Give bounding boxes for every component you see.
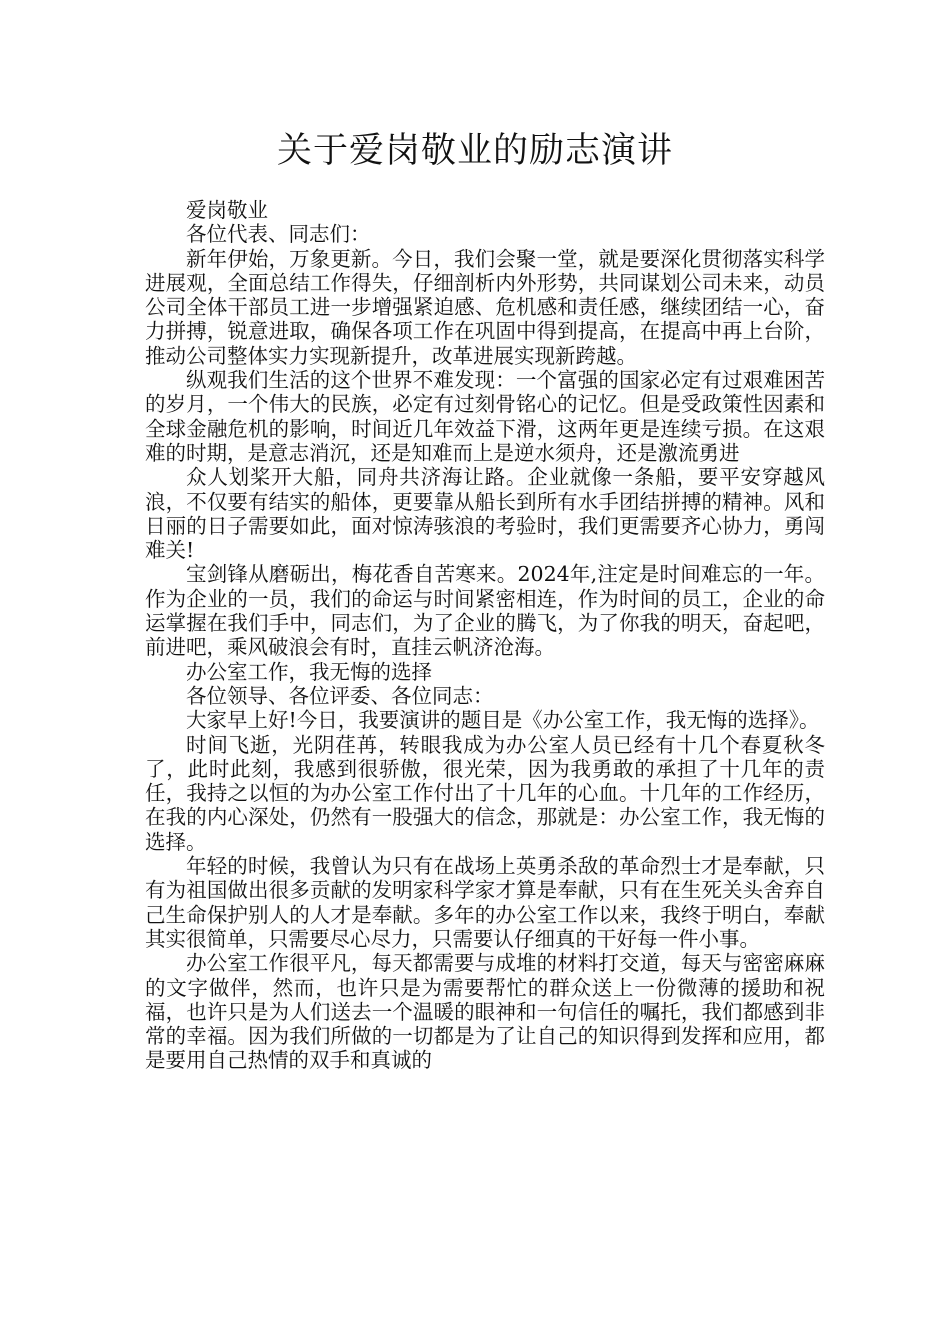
document-body: [145, 198, 825, 1073]
paragraph: 爱岗敬业: [186, 198, 268, 222]
document-title: 关于爱岗敬业的励志演讲: [276, 131, 673, 171]
paragraph: 办公室工作，我无悔的选择: [186, 659, 432, 684]
paragraph: 宝剑锋从磨砺出，梅花香自苦寒来。2024年,注定是时间难忘的一年。作为企业的一员，我们的命运与时间紧密相连，作为时间的员工，企业的命运掌握在我们手中，同志们，为了企业的腾飞，为了你我的明天，奋起吧，前进吧，乘风破浪会有时，直挂云帆济沧海。: [145, 562, 825, 660]
paragraph: 年轻的时候，我曾认为只有在战场上英勇杀敌的革命烈士才是奉献，只有为祖国做出很多贡献的发明家科学家才算是奉献，只有在生死关头舍弃自己生命保护别人的人才是奉献。多年的办公室工作以来，我终于明白，奉献其实很简单，只需要尽心尽力，只需要认仔细真的干好每一件小事。: [145, 854, 825, 951]
paragraph: 各位领导、各位评委、各位同志：: [186, 683, 494, 708]
paragraph: 大家早上好!今日，我要演讲的题目是《办公室工作，我无悔的选择》。: [186, 708, 820, 733]
paragraph: 各位代表、同志们：: [186, 222, 371, 247]
paragraph: 时间飞逝，光阴荏苒，转眼我成为办公室人员已经有十几个春夏秋冬了，此时此刻，我感到很骄傲，很光荣，因为我勇敢的承担了十几年的责任，我持之以恒的为办公室工作付出了十几年的心血。十几年的工作经历，在我的内心深处，仍然有一股强大的信念，那就是：办公室工作，我无悔的选择。: [145, 732, 825, 854]
paragraph: 新年伊始，万象更新。今日，我们会聚一堂，就是要深化贯彻落实科学进展观，全面总结工作得失，仔细剖析内外形势，共同谋划公司未来，动员公司全体干部员工进一步增强紧迫感、危机感和责任感，继续团结一心，奋力拼搏，锐意进取，确保各项工作在巩固中得到提高，在提高中再上台阶，推动公司整体实力实现新提升，改革进展实现新跨越。: [145, 246, 825, 368]
paragraph: 办公室工作很平凡，每天都需要与成堆的材料打交道，每天与密密麻麻的文字做伴，然而，也许只是为需要帮忙的群众送上一份微薄的援助和祝福，也许只是为人们送去一个温暖的眼神和一句信任的嘱托，我们都感到非常的幸福。因为我们所做的一切都是为了让自己的知识得到发挥和应用，都是要用自己热情的双手和真诚的: [145, 951, 825, 1073]
paragraph: 纵观我们生活的这个世界不难发现：一个富强的国家必定有过艰难困苦的岁月，一个伟大的民族，必定有过刻骨铭心的记忆。但是受政策性因素和全球金融危机的影响，时间近几年效益下滑，这两年更是连续亏损。在这艰难的时期，是意志消沉，还是知难而上是逆水须舟，还是激流勇进: [145, 368, 825, 465]
paragraph: 众人划桨开大船，同舟共济海让路。企业就像一条船，要平安穿越风浪，不仅要有结实的船体，更要靠从船长到所有水手团结拼搏的精神。风和日丽的日子需要如此，面对惊涛骇浪的考验时，我们更需要齐心协力，勇闯难关!: [145, 465, 825, 563]
